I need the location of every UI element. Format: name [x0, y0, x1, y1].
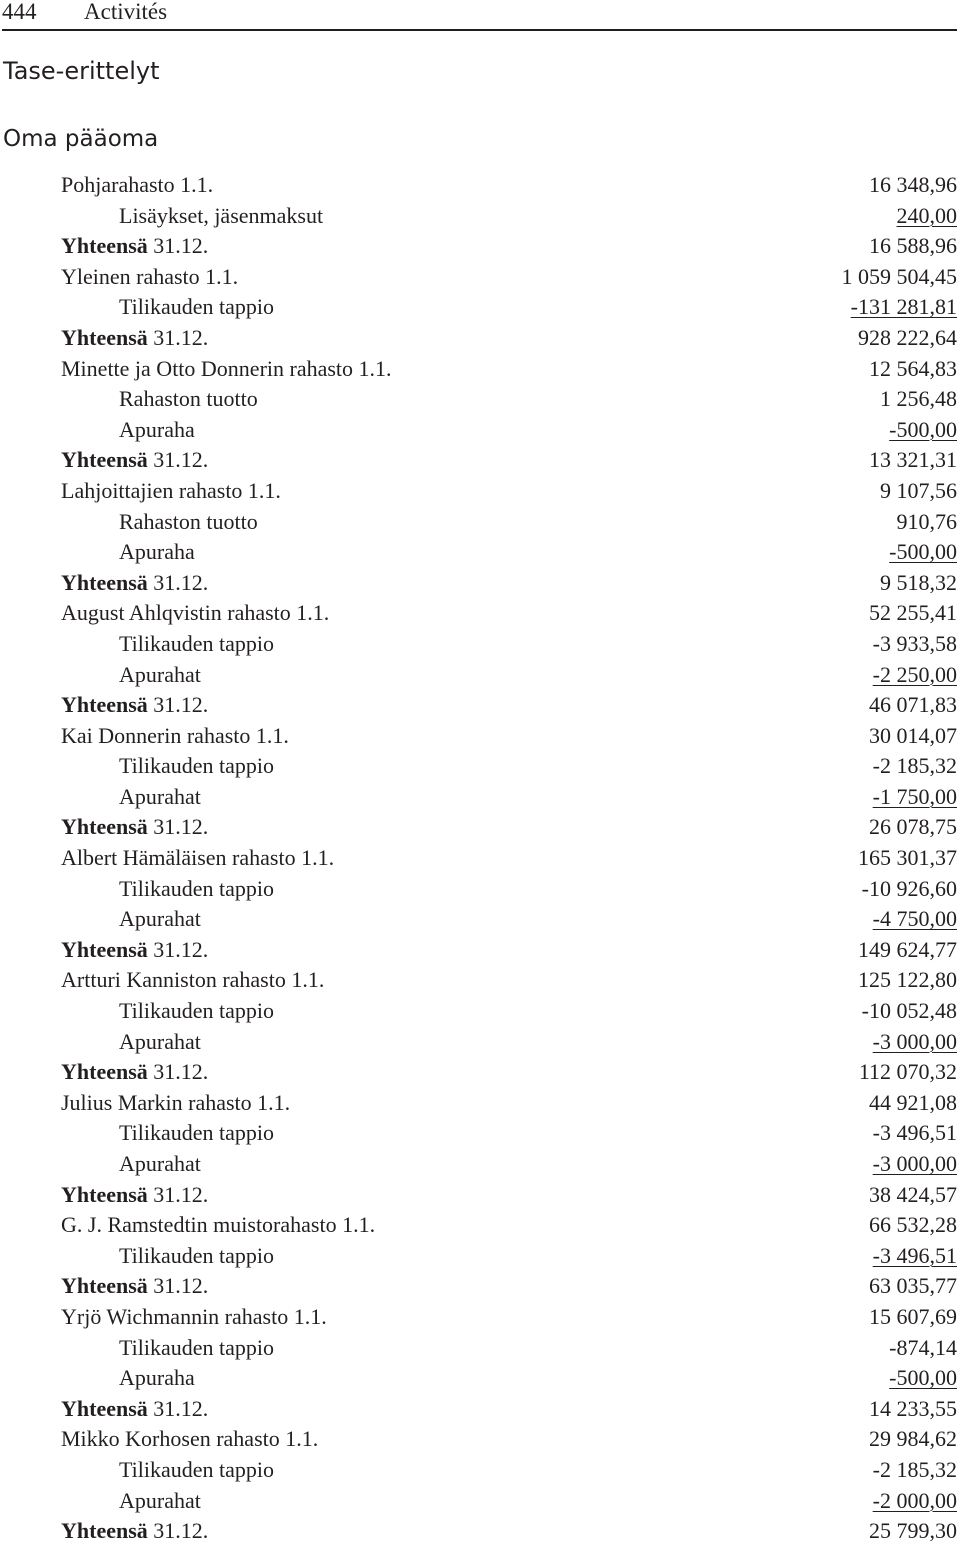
fund-opening-row	[61, 843, 957, 874]
change-amount: 1 256,48	[880, 386, 957, 412]
page-number: 444	[2, 0, 37, 24]
change-amount: -3 496,51	[872, 1120, 957, 1146]
total-label	[61, 935, 208, 965]
fund-opening-row	[61, 1424, 957, 1455]
total-label	[61, 568, 208, 598]
change-amount: -1 750,00	[872, 783, 957, 809]
total-label	[61, 323, 208, 353]
fund-change-row	[61, 782, 957, 813]
change-label: Apuraha	[119, 416, 195, 442]
fund-change-row	[61, 537, 957, 568]
closing-balance: 46 071,83	[869, 692, 957, 718]
change-label: Rahaston tuotto	[119, 386, 258, 412]
total-label	[61, 1516, 208, 1546]
total-date: 31.12.	[147, 1059, 209, 1085]
total-word: Yhteensä	[61, 1518, 148, 1544]
fund-name: G. J. Ramstedtin muistorahasto 1.1.	[61, 1212, 376, 1238]
opening-balance: 15 607,69	[869, 1303, 957, 1329]
closing-balance: 112 070,32	[858, 1059, 957, 1085]
opening-balance: 9 107,56	[880, 477, 957, 503]
change-amount: -3 000,00	[872, 1028, 957, 1054]
fund-name: August Ahlqvistin rahasto 1.1.	[61, 600, 330, 626]
fund-opening-row	[61, 1302, 957, 1333]
fund-total-row	[61, 323, 957, 354]
running-header-title: Activités	[84, 0, 168, 24]
fund-change-row	[61, 996, 957, 1027]
total-date: 31.12.	[147, 692, 209, 718]
opening-balance: 66 532,28	[869, 1212, 957, 1238]
change-amount: -3 496,51	[872, 1242, 957, 1268]
fund-opening-row	[61, 598, 957, 629]
fund-name: Yrjö Wichmannin rahasto 1.1.	[61, 1303, 327, 1329]
total-word: Yhteensä	[61, 1059, 148, 1085]
change-label: Apurahat	[119, 906, 201, 932]
opening-balance: 12 564,83	[869, 355, 957, 381]
change-label: Tilikauden tappio	[119, 1120, 275, 1146]
change-amount: -2 000,00	[872, 1487, 957, 1513]
change-amount: -500,00	[889, 416, 957, 442]
fund-opening-row	[61, 721, 957, 752]
fund-name: Kai Donnerin rahasto 1.1.	[61, 722, 289, 748]
fund-total-row	[61, 445, 957, 476]
closing-balance: 9 518,32	[880, 569, 957, 595]
fund-total-row	[61, 1180, 957, 1211]
change-amount: -3 000,00	[872, 1151, 957, 1176]
change-label: Apurahat	[119, 783, 201, 809]
change-amount: -10 926,60	[861, 875, 957, 901]
total-word: Yhteensä	[61, 936, 148, 962]
change-amount: -2 185,32	[872, 753, 957, 779]
fund-total-row	[61, 231, 957, 262]
fund-name: Mikko Korhosen rahasto 1.1.	[61, 1426, 319, 1452]
closing-balance: 13 321,31	[869, 447, 957, 473]
total-word: Yhteensä	[61, 1395, 148, 1421]
total-label	[61, 1394, 208, 1424]
change-amount: -3 933,58	[872, 630, 957, 656]
fund-change-row	[61, 660, 957, 691]
change-amount: -2 250,00	[872, 661, 957, 687]
total-date: 31.12.	[147, 936, 209, 962]
total-date: 31.12.	[147, 1181, 209, 1207]
change-amount: -500,00	[889, 539, 957, 565]
fund-name: Lahjoittajien rahasto 1.1.	[61, 477, 281, 503]
change-label: Tilikauden tappio	[119, 1456, 275, 1482]
total-label	[61, 445, 208, 475]
change-label: Apurahat	[119, 661, 201, 687]
change-label: Lisäykset, jäsenmaksut	[119, 202, 324, 228]
fund-opening-row	[61, 1088, 957, 1119]
change-amount: -874,14	[889, 1334, 957, 1360]
total-date: 31.12.	[147, 1273, 209, 1299]
page-header	[2, 0, 957, 31]
total-label	[61, 231, 208, 261]
total-word: Yhteensä	[61, 324, 148, 350]
total-word: Yhteensä	[61, 569, 148, 595]
fund-name: Artturi Kanniston rahasto 1.1.	[61, 967, 325, 993]
total-label	[61, 1057, 208, 1087]
fund-total-row	[61, 690, 957, 721]
total-label	[61, 1271, 208, 1301]
fund-change-row	[61, 415, 957, 446]
total-date: 31.12.	[147, 1395, 209, 1421]
change-label: Apuraha	[119, 1365, 195, 1391]
total-label	[61, 690, 208, 720]
change-amount: -10 052,48	[861, 998, 957, 1024]
fund-change-row	[61, 1333, 957, 1364]
opening-balance: 165 301,37	[858, 845, 957, 871]
fund-opening-row	[61, 476, 957, 507]
fund-change-row	[61, 629, 957, 660]
closing-balance: 25 799,30	[869, 1518, 957, 1544]
fund-name: Minette ja Otto Donnerin rahasto 1.1.	[61, 355, 392, 381]
change-amount: -4 750,00	[872, 906, 957, 932]
closing-balance: 928 222,64	[858, 324, 957, 350]
total-word: Yhteensä	[61, 233, 148, 259]
closing-balance: 38 424,57	[869, 1181, 957, 1207]
opening-balance: 30 014,07	[869, 722, 957, 748]
opening-balance: 44 921,08	[869, 1089, 957, 1115]
section-title: Tase-erittelyt	[3, 57, 160, 85]
fund-change-row	[61, 1363, 957, 1394]
change-label: Tilikauden tappio	[119, 753, 275, 779]
fund-change-row	[61, 1027, 957, 1058]
fund-name: Albert Hämäläisen rahasto 1.1.	[61, 845, 335, 871]
change-amount: -500,00	[889, 1365, 957, 1391]
fund-name: Yleinen rahasto 1.1.	[61, 263, 239, 289]
change-amount: -131 281,81	[850, 294, 957, 320]
fund-change-row	[61, 1455, 957, 1486]
fund-change-row	[61, 1118, 957, 1149]
fund-change-row	[61, 201, 957, 232]
closing-balance: 26 078,75	[869, 814, 957, 840]
fund-change-row	[61, 507, 957, 538]
fund-change-row	[61, 751, 957, 782]
change-label: Tilikauden tappio	[119, 875, 275, 901]
fund-opening-row	[61, 170, 957, 201]
closing-balance: 14 233,55	[869, 1395, 957, 1421]
change-label: Tilikauden tappio	[119, 1242, 275, 1268]
fund-total-row	[61, 1394, 957, 1425]
fund-change-row	[61, 1486, 957, 1517]
fund-name: Julius Markin rahasto 1.1.	[61, 1089, 291, 1115]
change-label: Tilikauden tappio	[119, 294, 275, 320]
total-date: 31.12.	[147, 814, 209, 840]
fund-opening-row	[61, 965, 957, 996]
closing-balance: 63 035,77	[869, 1273, 957, 1299]
fund-change-row	[61, 1241, 957, 1272]
total-word: Yhteensä	[61, 814, 148, 840]
change-label: Tilikauden tappio	[119, 630, 275, 656]
opening-balance: 52 255,41	[869, 600, 957, 626]
fund-change-row	[61, 874, 957, 905]
change-label: Tilikauden tappio	[119, 1334, 275, 1360]
fund-total-row	[61, 1516, 957, 1547]
total-word: Yhteensä	[61, 447, 148, 473]
fund-change-row	[61, 904, 957, 935]
subsection-title: Oma pääoma	[3, 126, 159, 152]
opening-balance: 1 059 504,45	[841, 263, 957, 289]
fund-change-row	[61, 1149, 957, 1180]
total-word: Yhteensä	[61, 692, 148, 718]
opening-balance: 16 348,96	[869, 172, 957, 197]
change-label: Apurahat	[119, 1028, 201, 1054]
fund-total-row	[61, 1057, 957, 1088]
fund-change-row	[61, 384, 957, 415]
fund-name: Pohjarahasto 1.1.	[61, 172, 214, 197]
fund-opening-row	[61, 262, 957, 293]
total-date: 31.12.	[147, 233, 209, 259]
change-label: Tilikauden tappio	[119, 998, 275, 1024]
fund-opening-row	[61, 1210, 957, 1241]
change-label: Apuraha	[119, 539, 195, 565]
closing-balance: 149 624,77	[858, 936, 957, 962]
change-amount: -2 185,32	[872, 1456, 957, 1482]
fund-total-row	[61, 812, 957, 843]
total-date: 31.12.	[147, 1518, 209, 1544]
change-amount: 240,00	[896, 202, 957, 228]
total-word: Yhteensä	[61, 1181, 148, 1207]
total-date: 31.12.	[147, 569, 209, 595]
total-date: 31.12.	[147, 447, 209, 473]
fund-total-row	[61, 568, 957, 599]
total-date: 31.12.	[147, 324, 209, 350]
fund-total-row	[61, 935, 957, 966]
total-word: Yhteensä	[61, 1273, 148, 1299]
change-label: Apurahat	[119, 1151, 201, 1176]
total-label	[61, 812, 208, 842]
change-label: Apurahat	[119, 1487, 201, 1513]
change-amount: 910,76	[896, 508, 957, 534]
opening-balance: 125 122,80	[858, 967, 957, 993]
fund-total-row	[61, 1271, 957, 1302]
change-label: Rahaston tuotto	[119, 508, 258, 534]
opening-balance: 29 984,62	[869, 1426, 957, 1452]
fund-change-row	[61, 292, 957, 323]
total-label	[61, 1180, 208, 1210]
equity-ledger	[61, 170, 957, 1547]
closing-balance: 16 588,96	[869, 233, 957, 259]
fund-opening-row	[61, 354, 957, 385]
